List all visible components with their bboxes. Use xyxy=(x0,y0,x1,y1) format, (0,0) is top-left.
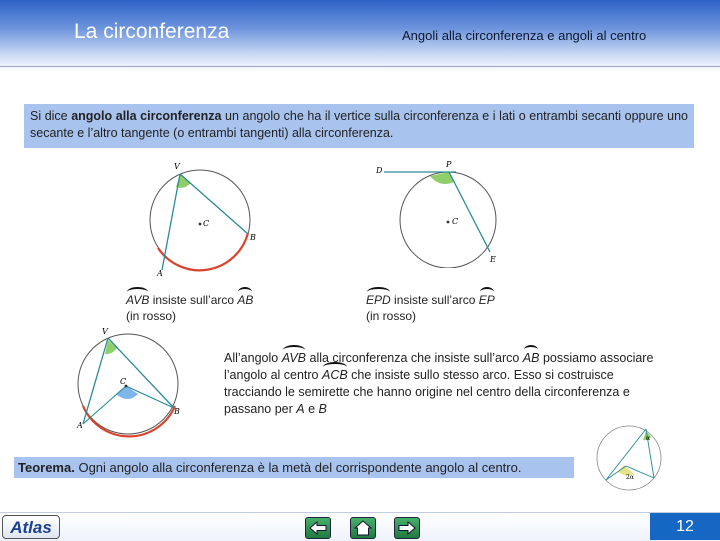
point-B: B xyxy=(318,402,327,416)
slide-subtitle: Angoli alla circonferenza e angoli al centro xyxy=(402,28,647,43)
caption-figure-2 xyxy=(366,292,495,324)
explanation-paragraph xyxy=(224,350,664,418)
label-B: B xyxy=(174,407,180,416)
label-C: C xyxy=(203,219,210,228)
label-V: V xyxy=(174,162,180,171)
back-arrow-icon xyxy=(306,518,330,538)
caption-text: insiste sull’arco xyxy=(149,293,238,307)
home-icon xyxy=(351,518,375,538)
para-text: alla circonferenza che insiste sull’arco xyxy=(306,351,523,365)
label-V: V xyxy=(102,328,108,336)
atlas-logo[interactable]: Atlas xyxy=(2,515,60,539)
forward-arrow-icon xyxy=(395,518,419,538)
caption-text: insiste sull’arco xyxy=(390,293,479,307)
caption-note: (in rosso) xyxy=(366,309,417,323)
angle-EPD: EPD xyxy=(366,293,391,307)
label-C: C xyxy=(120,377,127,386)
header-divider xyxy=(0,66,720,67)
definition-rest: un angolo che ha il vertice sulla circonferenza e i lati o entrambi secanti oppure uno secante e l’altro tangente (o entrambi tangenti) alla circonferenza. xyxy=(30,109,688,140)
theorem-box xyxy=(14,457,574,478)
para-text: All’angolo xyxy=(224,351,282,365)
circle xyxy=(400,172,496,268)
para-text: e xyxy=(304,402,319,416)
theorem-text: Ogni angolo alla circonferenza è la metà del corrispondente angolo al centro. xyxy=(74,460,522,475)
arc-AB-label: AB xyxy=(237,293,254,307)
angle-ACB: ACB xyxy=(321,368,348,382)
label-C: C xyxy=(452,217,459,226)
arc-AB xyxy=(158,233,248,270)
label-alpha: α xyxy=(646,435,651,442)
label-A: A xyxy=(77,421,83,430)
circle xyxy=(78,334,178,434)
label-B: B xyxy=(250,233,256,242)
label-A: A xyxy=(157,269,163,278)
figure-central-angle xyxy=(70,328,200,438)
label-P: P xyxy=(446,160,452,169)
caption-note: (in rosso) xyxy=(126,309,177,323)
center-point xyxy=(199,223,202,226)
page-number: 12 xyxy=(650,513,720,540)
label-two-alpha: 2α xyxy=(626,474,634,481)
back-button[interactable] xyxy=(305,517,331,539)
side-VB xyxy=(108,338,174,408)
caption-figure-1 xyxy=(126,292,253,324)
figure-inscribed-angle-tangent xyxy=(370,158,510,268)
ray-CA xyxy=(83,386,126,424)
theorem-label: Teorema. xyxy=(18,460,75,475)
angle-AVB: AVB xyxy=(281,351,307,365)
angle-AVB: AVB xyxy=(126,293,150,307)
point-A: A xyxy=(296,402,305,416)
side-VA xyxy=(162,174,180,270)
definition-box xyxy=(24,104,694,148)
figure-theorem xyxy=(596,420,662,496)
side-VA xyxy=(83,338,108,424)
side-VB xyxy=(180,174,248,234)
figure-inscribed-angle-secants xyxy=(140,160,260,280)
definition-term: angolo alla circonferenza xyxy=(71,109,222,123)
home-button[interactable] xyxy=(350,517,376,539)
forward-button[interactable] xyxy=(394,517,420,539)
center-point xyxy=(447,221,450,224)
para-text: possiamo associare l’angolo al centro xyxy=(224,351,654,382)
para-text: che insiste sullo stesso arco. Esso si costruisce tracciando le semirette che hanno origine nel centro della circonferenza e passano per xyxy=(224,368,630,416)
secant-PE xyxy=(449,172,490,252)
slide-title: La circonferenza xyxy=(74,20,230,43)
label-E: E xyxy=(490,255,496,264)
arc-EP-label: EP xyxy=(478,293,495,307)
label-D: D xyxy=(376,166,383,175)
definition-intro: Si dice xyxy=(30,109,72,123)
arc-AB-label: AB xyxy=(522,351,540,365)
